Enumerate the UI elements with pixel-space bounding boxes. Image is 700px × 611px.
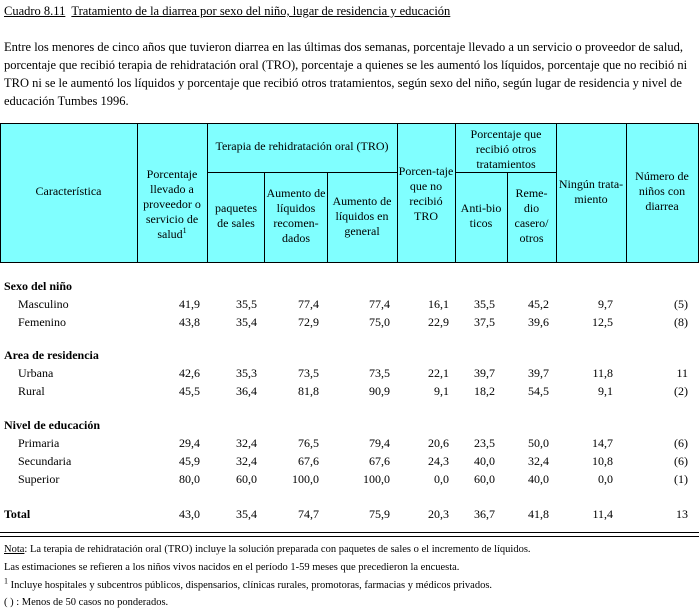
total-row	[0, 505, 700, 523]
table-row	[0, 452, 700, 470]
cell-no-recibio: 22,9	[428, 315, 449, 329]
cell-remedio: 45,2	[528, 297, 549, 311]
header-aumento-recomendados: Aumento de líquidos recomen-dados	[266, 186, 326, 245]
cell-antibioticos: 36,7	[474, 507, 495, 521]
cell-ningun: 14,7	[592, 436, 613, 450]
vrule	[397, 123, 398, 263]
table-title-text: Tratamiento de la diarrea por sexo del niño, lugar de residencia y educación	[71, 4, 451, 18]
cell-aumento-recomendados: 76,5	[298, 436, 319, 450]
rule-total-bottom	[0, 532, 699, 533]
vrule	[264, 172, 265, 263]
header-antibioticos: Anti-bio ticos	[460, 201, 502, 230]
header-aumento-general: Aumento de líquidos en general	[332, 193, 392, 238]
cell-numero: 13	[676, 507, 688, 521]
row-label: Superior	[18, 472, 60, 486]
vrule	[0, 123, 1, 263]
row-label: Total	[4, 507, 31, 521]
header-porcentaje-llevado	[138, 159, 206, 249]
vrule	[327, 172, 328, 263]
cell-aumento-recomendados: 72,9	[298, 315, 319, 329]
cell-paquetes: 35,4	[236, 315, 257, 329]
cell-paquetes: 36,4	[236, 384, 257, 398]
cell-remedio: 54,5	[528, 384, 549, 398]
cell-no-recibio: 9,1	[434, 384, 449, 398]
table-row	[0, 382, 700, 400]
cell-ningun: 11,4	[592, 507, 613, 521]
cell-numero: (6)	[674, 436, 688, 450]
cell-no-recibio: 16,1	[428, 297, 449, 311]
cell-numero: (6)	[674, 454, 688, 468]
header-tro-group: Terapia de rehidratación oral (TRO)	[215, 138, 389, 153]
vrule	[207, 123, 208, 263]
row-label: Sexo del niño	[4, 279, 73, 293]
cell-aumento-general: 73,5	[369, 366, 390, 380]
vrule	[556, 123, 557, 263]
cell-paquetes: 35,5	[236, 297, 257, 311]
cell-porcentaje-llevado: 43,8	[179, 315, 200, 329]
cell-aumento-general: 67,6	[369, 454, 390, 468]
section-heading	[0, 346, 700, 364]
cell-porcentaje-llevado: 45,9	[179, 454, 200, 468]
cell-no-recibio: 0,0	[434, 472, 449, 486]
header-footnote-mark: 1	[182, 225, 187, 235]
cell-porcentaje-llevado: 43,0	[179, 507, 200, 521]
rule-otros-sub	[455, 172, 556, 173]
note-label: Nota	[4, 544, 25, 555]
note-estimaciones: Las estimaciones se refieren a los niños vivos nacidos en el período 1-59 meses que precedieron la encuesta.	[4, 562, 460, 573]
cell-ningun: 9,1	[598, 384, 613, 398]
cell-no-recibio: 22,1	[428, 366, 449, 380]
cell-aumento-recomendados: 67,6	[298, 454, 319, 468]
header-ningun: Ningún trata-miento	[558, 176, 624, 206]
cell-aumento-general: 100,0	[363, 472, 390, 486]
row-label: Area de residencia	[4, 348, 99, 362]
vrule	[507, 172, 508, 263]
cell-antibioticos: 18,2	[474, 384, 495, 398]
table-number: Cuadro 8.11	[4, 4, 66, 18]
cell-aumento-recomendados: 74,7	[298, 507, 319, 521]
row-label: Nivel de educación	[4, 418, 100, 432]
cell-no-recibio: 20,3	[428, 507, 449, 521]
cell-aumento-general: 90,9	[369, 384, 390, 398]
cell-aumento-general: 77,4	[369, 297, 390, 311]
cell-aumento-general: 79,4	[369, 436, 390, 450]
cell-numero: (8)	[674, 315, 688, 329]
vrule	[626, 123, 627, 263]
cell-ningun: 10,8	[592, 454, 613, 468]
header-no-recibio: Porcen-taje que no recibió TRO	[398, 164, 454, 223]
header-caracteristica: Característica	[35, 184, 102, 198]
cell-numero: (1)	[674, 472, 688, 486]
vrule	[137, 123, 138, 263]
row-label: Rural	[18, 384, 45, 398]
cell-porcentaje-llevado: 41,9	[179, 297, 200, 311]
cell-porcentaje-llevado: 80,0	[179, 472, 200, 486]
note-text: : La terapia de rehidratación oral (TRO) incluye la solución preparada con paquetes de sales o el incremento de líquidos.	[24, 544, 531, 555]
cell-paquetes: 60,0	[236, 472, 257, 486]
table-row	[0, 313, 700, 331]
footnote-mark: 1	[4, 576, 8, 586]
header-paquetes: paquetes de sales	[215, 201, 257, 230]
cell-numero: (5)	[674, 297, 688, 311]
rule-total-bottom-double	[0, 536, 699, 537]
cell-aumento-recomendados: 73,5	[298, 366, 319, 380]
note-footnote-1	[4, 576, 493, 593]
header-numero: Número de niños con diarrea	[635, 169, 689, 213]
note-tro	[4, 543, 531, 557]
cell-remedio: 40,0	[528, 472, 549, 486]
header-porcentaje-llevado-text: Porcentaje llevado a proveedor o servicio de salud	[143, 166, 201, 241]
row-label: Femenino	[18, 315, 66, 329]
cell-antibioticos: 39,7	[474, 366, 495, 380]
cell-ningun: 12,5	[592, 315, 613, 329]
cell-aumento-recomendados: 100,0	[292, 472, 319, 486]
row-label: Secundaria	[18, 454, 72, 468]
cell-aumento-recomendados: 81,8	[298, 384, 319, 398]
table-title	[4, 4, 450, 19]
cell-numero: 11	[676, 366, 688, 380]
cell-ningun: 11,8	[592, 366, 613, 380]
cell-paquetes: 32,4	[236, 436, 257, 450]
cell-ningun: 0,0	[598, 472, 613, 486]
section-heading	[0, 277, 700, 295]
table-description: Entre los menores de cinco años que tuvieron diarrea en las últimas dos semanas, porcentaje llevado a un servicio o proveedor de salud, porcentaje que recibió terapia de rehidratación oral (TRO), porcentaje a quienes se les aumentó los líquidos, porcentaje que no recibió ni TRO ni se le aumentó los líquidos y porcentaje que recibió otros tratamientos, según sexo del niño, según lugar de residencia y nivel de educación Tumbes 1996.	[4, 40, 688, 108]
cell-antibioticos: 35,5	[474, 297, 495, 311]
vrule	[698, 123, 699, 263]
cell-remedio: 39,7	[528, 366, 549, 380]
cell-porcentaje-llevado: 45,5	[179, 384, 200, 398]
cell-porcentaje-llevado: 29,4	[179, 436, 200, 450]
cell-no-recibio: 24,3	[428, 454, 449, 468]
header-otros-group: Porcentaje que recibió otros tratamientos	[470, 126, 542, 171]
section-heading	[0, 416, 700, 434]
table-row	[0, 434, 700, 452]
table-row	[0, 295, 700, 313]
row-label: Masculino	[18, 297, 69, 311]
rule-top	[0, 123, 699, 124]
note-menos-casos: ( ) : Menos de 50 casos no ponderados.	[4, 597, 169, 608]
cell-paquetes: 35,4	[236, 507, 257, 521]
cell-remedio: 39,6	[528, 315, 549, 329]
cell-antibioticos: 60,0	[474, 472, 495, 486]
cell-numero: (2)	[674, 384, 688, 398]
footnote-text: Incluye hospitales y subcentros públicos, dispensarios, clínicas rurales, promotoras, farmacias y médicos privados.	[8, 580, 493, 591]
table-row	[0, 470, 700, 488]
cell-no-recibio: 20,6	[428, 436, 449, 450]
cell-aumento-general: 75,9	[369, 507, 390, 521]
cell-paquetes: 32,4	[236, 454, 257, 468]
rule-tro-sub	[207, 172, 397, 173]
rule-header-bottom	[0, 262, 699, 263]
row-label: Urbana	[18, 366, 54, 380]
cell-antibioticos: 37,5	[474, 315, 495, 329]
header-remedio: Reme-dio casero/ otros	[514, 186, 549, 245]
cell-paquetes: 35,3	[236, 366, 257, 380]
cell-aumento-general: 75,0	[369, 315, 390, 329]
cell-ningun: 9,7	[598, 297, 613, 311]
cell-porcentaje-llevado: 42,6	[179, 366, 200, 380]
cell-antibioticos: 23,5	[474, 436, 495, 450]
cell-aumento-recomendados: 77,4	[298, 297, 319, 311]
row-label: Primaria	[18, 436, 60, 450]
table-row	[0, 364, 700, 382]
cell-remedio: 41,8	[528, 507, 549, 521]
vrule	[455, 123, 456, 263]
cell-remedio: 32,4	[528, 454, 549, 468]
cell-antibioticos: 40,0	[474, 454, 495, 468]
cell-remedio: 50,0	[528, 436, 549, 450]
table-header	[0, 124, 699, 263]
